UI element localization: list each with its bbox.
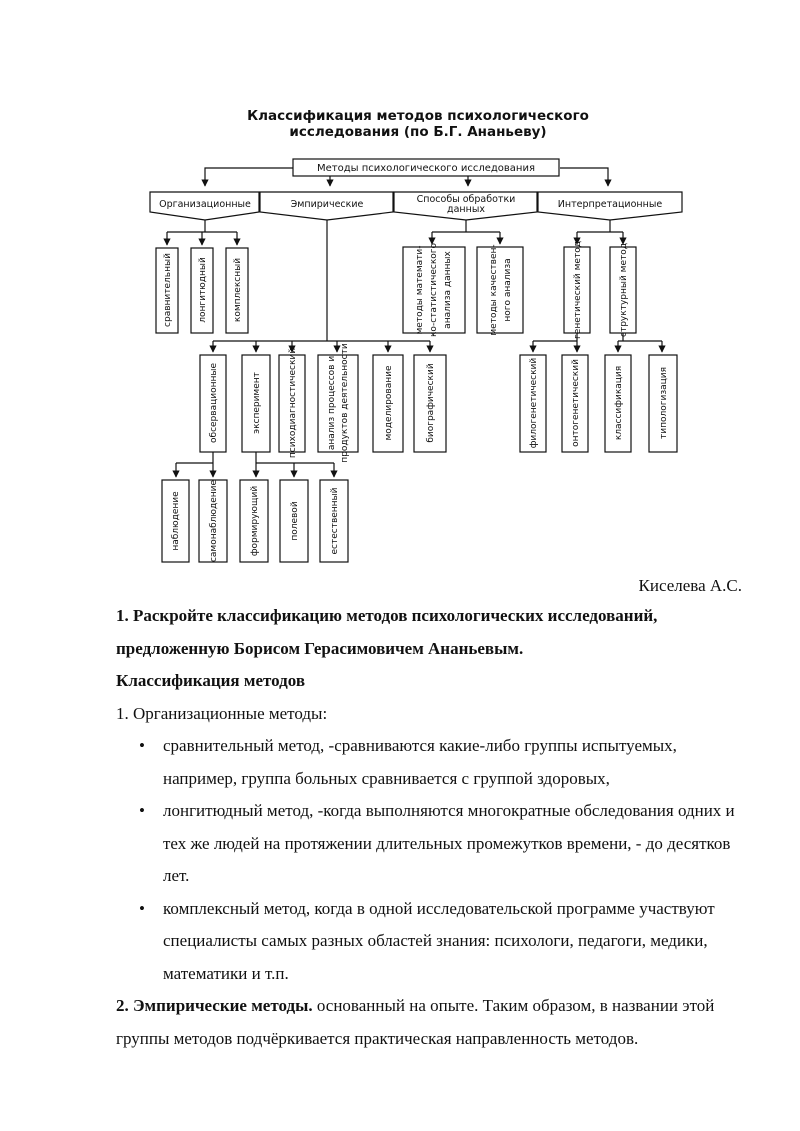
list-item	[116, 893, 746, 991]
empirical-modeling: моделирование	[384, 365, 394, 441]
processing-math-line3: анализа данных	[443, 251, 453, 329]
list-item-text: лонгитюдный метод, -когда выполняются многократные обследования одних и тех же людей на протяжении длительных промежутков времени, - до десятков лет.	[163, 801, 735, 885]
genetic-ontogenetic: онтогенетический	[571, 359, 581, 447]
diagram-title-line2: исследования (по Б.Г. Ананьеву)	[289, 124, 547, 140]
section2-text: основанный на опыте. Таким образом, в названии этой группы методов подчёркивается практическая направленность методов.	[116, 996, 715, 1048]
organizational-methods-list	[116, 730, 746, 990]
structural-classification: классификация	[614, 365, 624, 441]
list-item	[116, 730, 746, 795]
document-body	[116, 600, 746, 1055]
processing-quality-line2: ного анализа	[503, 258, 513, 322]
bullet-icon: •	[139, 736, 145, 755]
empirical-experiment: эксперимент	[252, 372, 262, 434]
list-item-text: комплексный метод, когда в одной исследовательской программе участвуют специалисты самых разных областей знания: психологи, педагоги, медики, математики и т.п.	[163, 898, 715, 983]
bullet-icon: •	[139, 801, 145, 820]
section-heading: Классификация методов	[116, 671, 306, 690]
section2-title: 2. Эмпирические методы.	[116, 996, 313, 1015]
question-text: 1. Раскройте классификацию методов психологических исследований, предложенную Борисом Герасимовичем Ананьевым.	[116, 606, 658, 658]
empirical-biographical: биографический	[426, 363, 436, 443]
org-method-comparative: сравнительный	[163, 253, 173, 327]
list-item	[116, 795, 746, 893]
processing-math-line2: ко-статистического	[429, 242, 439, 338]
processing-box-quality	[477, 247, 523, 333]
group-interpretation-label: Интерпретационные	[557, 199, 663, 210]
processing-math-line1: методы математи-	[415, 245, 425, 335]
group-processing-label-line1: Способы обработки	[416, 194, 516, 205]
root-label: Методы психологического исследования	[317, 163, 535, 174]
group-organizational-label: Организационные	[159, 199, 251, 210]
author-name: Киселева А.С.	[638, 576, 742, 595]
experiment-natural: естественный	[330, 487, 340, 555]
empirical-observational: обсервационные	[209, 363, 219, 443]
processing-quality-line1: методы качествен-	[489, 244, 499, 336]
observation-observation: наблюдение	[171, 491, 181, 551]
diagram-title-line1: Классификация методов психологического	[247, 108, 589, 124]
interp-method-structural: структурный метод	[619, 243, 629, 337]
group-empirical-label: Эмпирические	[290, 199, 364, 210]
experiment-field: полевой	[290, 501, 300, 541]
section2-paragraph	[116, 990, 746, 1055]
org-method-complex: комплексный	[233, 257, 243, 323]
group-processing-label-line2: данных	[447, 204, 485, 215]
bullet-icon: •	[139, 898, 145, 918]
experiment-formative: формирующий	[250, 485, 260, 557]
empirical-activity-analysis-line2: продуктов деятельности	[340, 343, 350, 463]
list-item-text: сравнительный метод, -сравниваются какие-либо группы испытуемых, например, группа больных сравнивается с группой здоровых,	[163, 736, 677, 788]
empirical-box-activity-analysis	[318, 355, 358, 452]
structural-typologization: типологизация	[659, 366, 669, 440]
org-method-longitudinal: лонгитюдный	[198, 257, 208, 323]
observation-self-observation: самонаблюдение	[209, 479, 219, 563]
empirical-psychodiagnostic: психодиагностический	[288, 347, 298, 459]
section1-title: 1. Организационные методы:	[116, 703, 328, 723]
empirical-activity-analysis-line1: анализ процессов и	[327, 355, 337, 451]
genetic-phylogenetic: филогенетический	[529, 357, 539, 449]
interp-method-genetic: генетический метод	[573, 241, 583, 339]
